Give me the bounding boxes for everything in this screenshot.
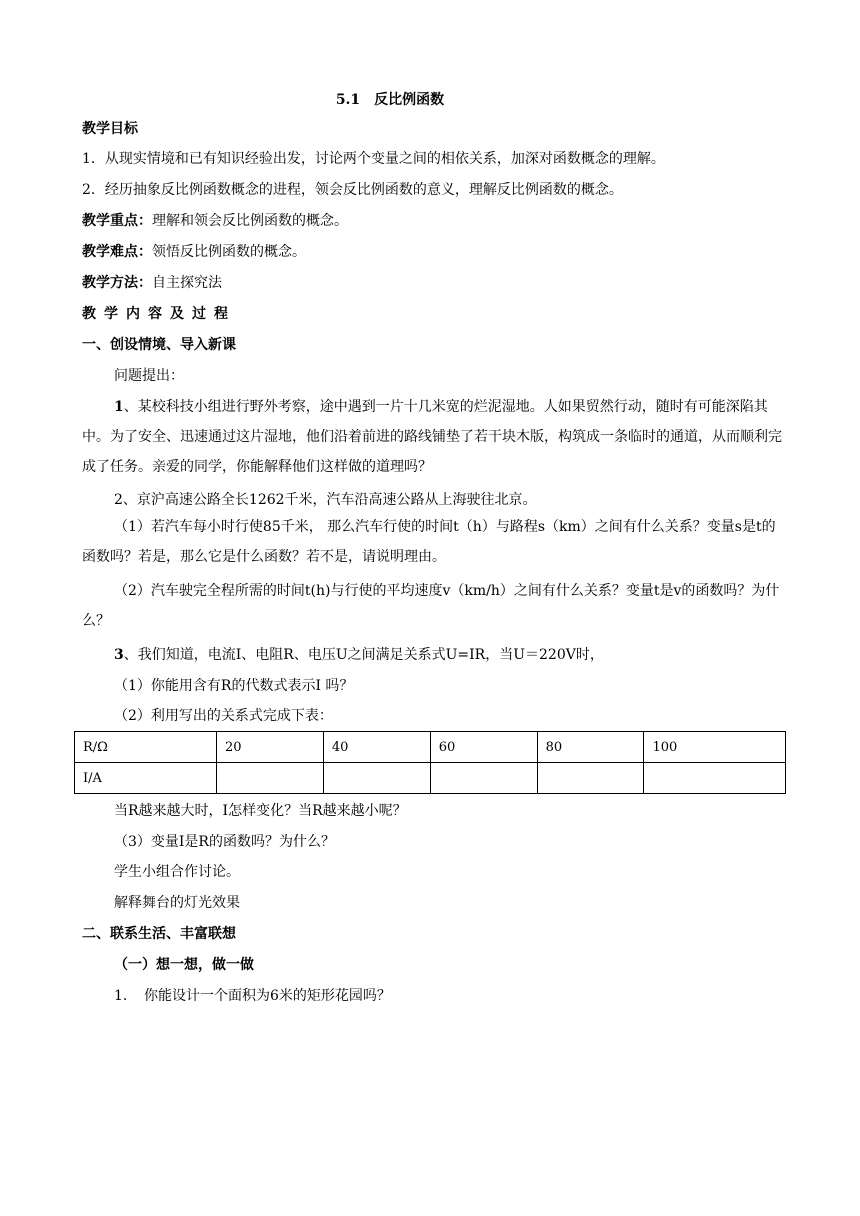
table-cell: 100 <box>644 732 786 763</box>
stage-lighting-note: 解释舞台的灯光效果 <box>114 895 240 911</box>
page-title <box>0 89 780 109</box>
section2-item-1 <box>114 986 784 1006</box>
question-1 <box>82 392 785 482</box>
question-1-text: 、某校科技小组进行野外考察，途中遇到一片十几米宽的烂泥湿地。人如果贸然行动，随时有可能深陷其中。为了安全、迅速通过这片湿地，他们沿着前进的路线铺垫了若干块木版，构筑成一条临时的通道，从而顺利完成了任务。亲爱的同学，你能解释他们这样做的道理吗？ <box>82 399 782 475</box>
question-3-num: 3 <box>114 647 124 663</box>
question-2-sub1-text: （1）若汽车每小时行使85千米， 那么汽车行使的时间t（h）与路程s（km）之间有什么关系？变量s是t的函数吗？若是，那么它是什么函数？若不是，请说明理由。 <box>82 519 776 565</box>
discussion-note: 学生小组合作讨论。 <box>114 864 240 880</box>
content-heading: 教学内容及过程 <box>82 306 236 322</box>
objective-2: 2．经历抽象反比例函数概念的进程，领会反比例函数的意义，理解反比例函数的概念。 <box>82 182 623 198</box>
method <box>82 273 782 293</box>
key-point-text: 理解和领会反比例函数的概念。 <box>152 213 348 229</box>
question-3-sub1: （1）你能用含有R的代数式表示I 吗？ <box>114 678 354 694</box>
resistance-current-table <box>74 731 786 794</box>
objectives-heading: 教学目标 <box>82 121 138 137</box>
question-2-sub1 <box>82 512 785 572</box>
key-point-label: 教学重点： <box>82 213 152 229</box>
key-point <box>82 211 782 231</box>
method-label: 教学方法： <box>82 275 152 291</box>
table-cell: 20 <box>217 732 324 763</box>
question-2-sub2-text: （2）汽车驶完全程所需的时间t(h)与行使的平均速度v（km/h）之间有什么关系？变量t是v的函数吗？为什么？ <box>82 583 780 629</box>
title-text: 反比例函数 <box>374 92 445 108</box>
difficulty-label: 教学难点： <box>82 244 152 260</box>
question-2-sub2 <box>82 576 785 636</box>
section2-subheading: （一）想一想，做一做 <box>114 957 254 973</box>
question-2: 2、京沪高速公路全长1262千米，汽车沿高速公路从上海驶往北京。 <box>114 492 537 508</box>
item-text: 你能设计一个面积为6米的矩形花园吗？ <box>144 988 391 1004</box>
section2-heading: 二、联系生活、丰富联想 <box>82 926 236 942</box>
table-cell: 60 <box>430 732 537 763</box>
table-cell[interactable] <box>644 763 786 794</box>
table-row <box>75 763 786 794</box>
question-3 <box>114 645 784 665</box>
table-row <box>75 732 786 763</box>
table-cell[interactable] <box>323 763 430 794</box>
objective-1: 1．从现实情境和已有知识经验出发，讨论两个变量之间的相依关系，加深对函数概念的理解。 <box>82 151 665 167</box>
table-cell: 80 <box>537 732 644 763</box>
table-cell: 40 <box>323 732 430 763</box>
method-text: 自主探究法 <box>152 275 222 291</box>
difficulty <box>82 242 782 262</box>
problem-intro: 问题提出： <box>114 368 184 384</box>
after-table-question: 当R越来越大时，I怎样变化？当R越来越小呢？ <box>114 803 407 819</box>
question-3-text: 、我们知道，电流I、电阻R、电压U之间满足关系式U=IR，当U＝220V时， <box>123 647 604 663</box>
section-number: 5.1 <box>335 92 361 108</box>
table-cell[interactable] <box>430 763 537 794</box>
item-number: 1. <box>114 988 128 1004</box>
question-1-num: 1 <box>114 399 124 415</box>
question-3-sub2: （2）利用写出的关系式完成下表： <box>114 708 333 724</box>
table-cell[interactable] <box>537 763 644 794</box>
section1-heading: 一、创设情境、导入新课 <box>82 337 236 353</box>
table-cell: R/Ω <box>75 732 217 763</box>
difficulty-text: 领悟反比例函数的概念。 <box>152 244 306 260</box>
table-cell[interactable] <box>217 763 324 794</box>
question-3-sub3: （3）变量I是R的函数吗？为什么？ <box>114 834 335 850</box>
table-cell: I/A <box>75 763 217 794</box>
